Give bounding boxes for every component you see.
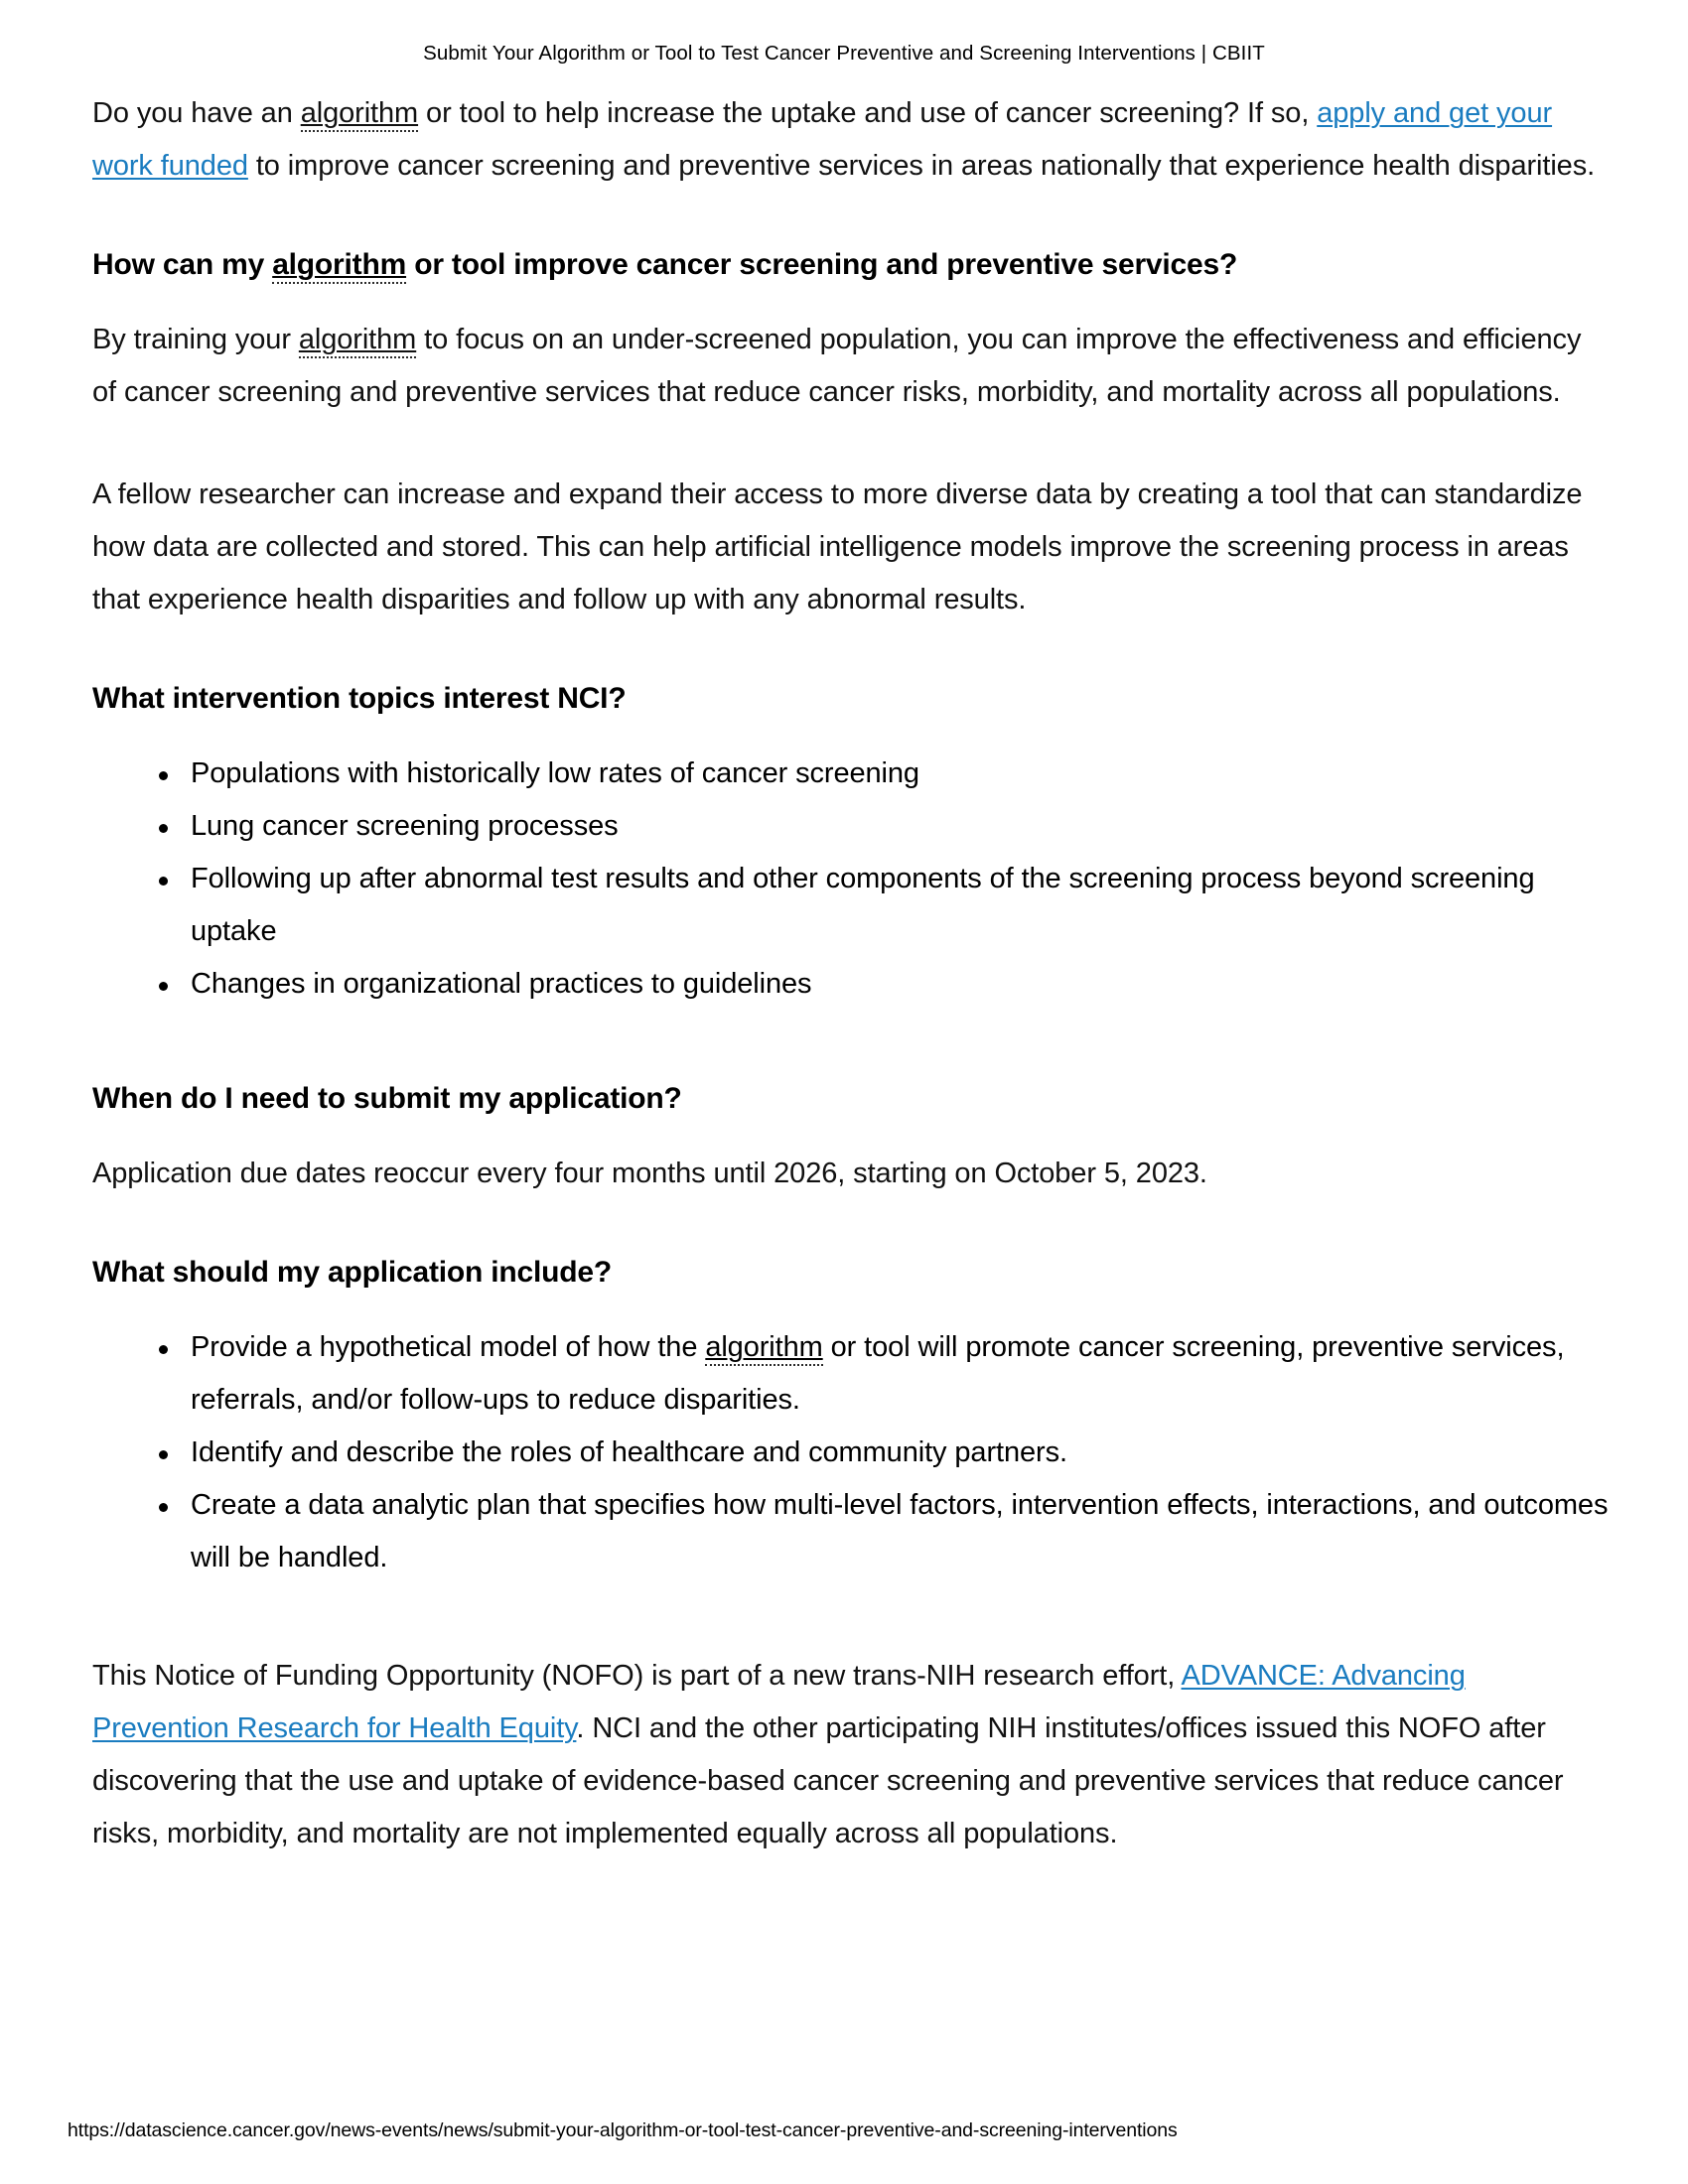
para-text-pre: By training your (92, 324, 299, 355)
section1-paragraph-2: A fellow researcher can increase and expand their access to more diverse data by creating a tool that can standardize how data are collected and stored. This can help artificial intelligence models improve the screening process in areas that experience health disparities and follow up with any abnormal results. (92, 478, 1583, 615)
closing-text-2: . NCI and the other participating NIH institutes/offices issued this NOFO after discovering that the use and uptake of evidence-based cancer screening and preventive services that reduce cancer risks, morbidity, and mortality are not implemented equally across all populations. (92, 1712, 1564, 1849)
list-item: Changes in organizational practices to guidelines (155, 958, 1609, 1011)
spacer (92, 193, 1609, 242)
spacer (92, 1122, 1609, 1148)
document-body (0, 87, 1688, 1860)
list-item: Following up after abnormal test results and other components of the screening process beyond screening uptake (155, 853, 1609, 958)
spacer (92, 1296, 1609, 1321)
list-item: Create a data analytic plan that specifies how multi-level factors, intervention effects, interactions, and outcomes will be handled. (155, 1479, 1609, 1584)
running-header: Submit Your Algorithm or Tool to Test Cancer Preventive and Screening Interventions | CBIIT (423, 42, 1265, 65)
glossary-term-algorithm[interactable]: algorithm (705, 1331, 822, 1366)
heading-text-post: or tool improve cancer screening and preventive services? (406, 248, 1238, 281)
section-heading-deadline: When do I need to submit my application? (92, 1082, 682, 1115)
spacer (92, 419, 1609, 469)
closing-text-1: This Notice of Funding Opportunity (NOFO) is part of a new trans-NIH research effort, (92, 1660, 1182, 1692)
para-text-post: to focus on an under-screened population, you can improve the effectiveness and efficiency of cancer screening and preventive services that reduce cancer risks, morbidity, and mortality across all populations. (92, 324, 1582, 408)
spacer (92, 1200, 1609, 1250)
intervention-topics-list (92, 748, 1609, 1011)
apply-funding-link[interactable]: apply and get your work funded (92, 97, 1553, 182)
section1-paragraph-1 (92, 314, 1609, 419)
application-requirements-list (92, 1321, 1609, 1584)
spacer (92, 1011, 1609, 1076)
advance-program-link[interactable]: ADVANCE: Advancing Prevention Research for Health Equity (92, 1660, 1466, 1744)
spacer (92, 626, 1609, 676)
intro-paragraph (92, 87, 1609, 193)
list-item: Populations with historically low rates of cancer screening (155, 748, 1609, 800)
heading-text-pre: How can my (92, 248, 273, 281)
glossary-term-algorithm[interactable]: algorithm (299, 324, 416, 358)
bullet-text-pre: Provide a hypothetical model of how the (191, 1331, 706, 1363)
spacer (92, 722, 1609, 748)
bullet-text-post: or tool will promote cancer screening, preventive services, referrals, and/or follow-ups to reduce disparities. (191, 1331, 1565, 1416)
glossary-term-algorithm[interactable]: algorithm (272, 248, 406, 284)
list-item: Identify and describe the roles of healthcare and community partners. (155, 1427, 1609, 1479)
footer-url: https://datascience.cancer.gov/news-events/news/submit-your-algorithm-or-tool-test-cancer-preventive-and-screening-interventions (68, 2119, 1178, 2141)
intro-text-2: or tool to help increase the uptake and use of cancer screening? If so, (418, 97, 1318, 129)
intro-text-1: Do you have an (92, 97, 301, 129)
section3-paragraph: Application due dates reoccur every four months until 2026, starting on October 5, 2023. (92, 1158, 1207, 1189)
glossary-term-algorithm[interactable]: algorithm (301, 97, 418, 132)
section-heading-topics: What intervention topics interest NCI? (92, 682, 627, 715)
section-heading-improve (92, 242, 1609, 288)
spacer (92, 288, 1609, 314)
closing-paragraph (92, 1650, 1609, 1860)
section-heading-application-include: What should my application include? (92, 1256, 613, 1289)
list-item: Lung cancer screening processes (155, 800, 1609, 853)
intro-text-3: to improve cancer screening and preventive services in areas nationally that experience health disparities. (247, 150, 1596, 182)
spacer (92, 1584, 1609, 1650)
list-item (155, 1321, 1609, 1427)
